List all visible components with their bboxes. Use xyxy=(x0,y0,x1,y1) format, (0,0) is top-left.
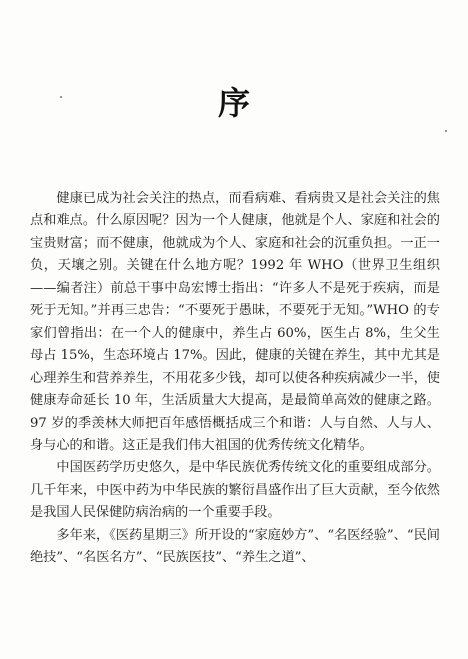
page-title: 序 xyxy=(217,84,250,122)
paragraph-3: 多年来，《医药星期三》所开设的“家庭妙方”、“名医经验”、“民间绝技”、“名医名方”、“民族医技”、“养生之道”、 xyxy=(30,527,440,566)
paragraph-2: 中国医药学历史悠久，是中华民族优秀传统文化的重要组成部分。几千年来，中医中药为中华民族的繁衍昌盛作出了巨大贡献，至今依然是我国人民保健防病治病的一个重要手段。 xyxy=(30,460,440,521)
scan-speck xyxy=(445,130,447,132)
paragraph-1: 健康已成为社会关注的热点，而看病难、看病贵又是社会关注的焦点和难点。什么原因呢？因为一个人健康，他就是个人、家庭和社会的宝贵财富；而不健康，他就成为个人、家庭和社会的沉重负担。一正一负，天壤之别。关键在什么地方呢？1992 年 WHO（世界卫生组织——编者注）前总干事中岛宏博士指出：“许多人不是死于疾病，而是死于无知。”并再三忠告：“不要死于愚昧，不要死于无知。”WHO 的专家们曾指出：在一个人的健康中，养生占 60%，医生占 8%，生父生母占 15%，生态环境占 17%。因此，健康的关键在养生，其中尤其是心理养生和营养养生，不用花多少钱，却可以使各种疾病减少一半，使健康寿命延长 10 年，生活质量大大提高，是最简单高效的健康之路。97 岁的季羡林大师把百年感悟概括成三个和谐：人与自然、人与人、身与心的和谐。这正是我们伟大祖国的优秀传统文化精华。 xyxy=(30,191,440,453)
body-text xyxy=(30,188,440,570)
scan-speck xyxy=(60,96,62,98)
